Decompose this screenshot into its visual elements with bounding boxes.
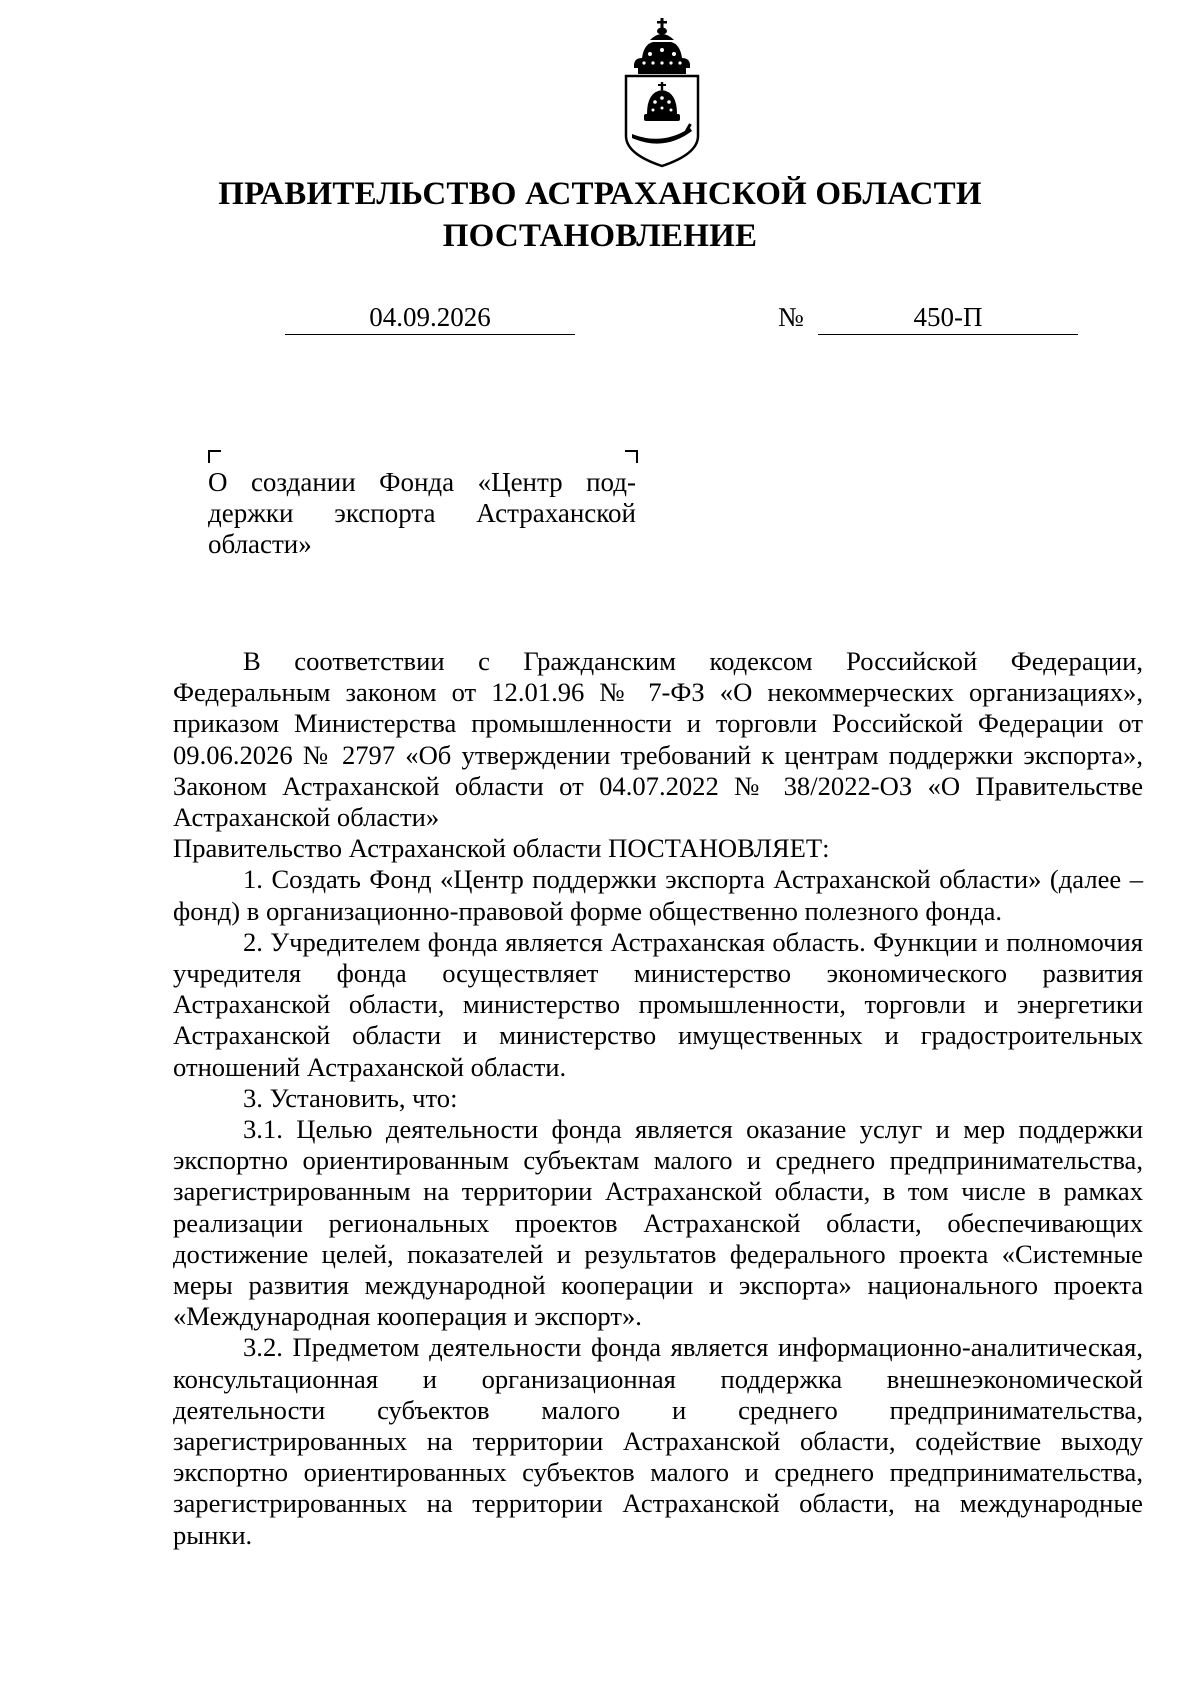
- document-date: 04.09.2026: [369, 302, 491, 332]
- org-title: ПРАВИТЕЛЬСТВО АСТРАХАНСКОЙ ОБЛАСТИ: [218, 176, 982, 212]
- document-body: [173, 646, 1143, 1551]
- subject-corner-left: [208, 450, 221, 463]
- clause-1: 1. Создать Фонд «Центр поддержки экспорта Астраханской области» (далее – фонд) в организационно-правовой форме общественно полезного фонда.: [173, 864, 1143, 926]
- number-sign: №: [778, 302, 804, 332]
- clause-3-2: 3.2. Предметом деятельности фонда является информационно-аналитическая, консультационная и организационная поддержка внешнеэкономической деятельности субъектов малого и среднего предпринимательства, зарегистрированных на территории Астраханской области, содействие выходу экспортно ориентированных субъектов малого и среднего предпринимательства, зарегистрированных на территории Астраханской области, на международные рынки.: [173, 1332, 1143, 1550]
- subject-corner-right: [625, 450, 638, 463]
- document-subject: О создании Фонда «Центр поддержки экспорта Астраханской области»: [208, 467, 636, 559]
- number-underline: [818, 334, 1078, 335]
- resolution-statement: Правительство Астраханской области ПОСТАНОВЛЯЕТ:: [173, 833, 830, 864]
- document-type: ПОСТАНОВЛЕНИЕ: [442, 218, 758, 254]
- clause-3-1: 3.1. Целью деятельности фонда является оказание услуг и мер поддержки экспортно ориентированным субъектам малого и среднего предпринимательства, зарегистрированным на территории Астраханской области, в том числе в рамках реализации региональных проектов Астраханской области, обеспечивающих достижение целей, показателей и результатов федерального проекта «Системные меры развития международной кооперации и экспорта» национального проекта «Международная кооперация и экспорт».: [173, 1114, 1143, 1332]
- coat-of-arms-icon: [620, 18, 704, 168]
- clause-2: 2. Учредителем фонда является Астраханская область. Функции и полномочия учредителя фонда осуществляет министерство экономического развития Астраханской области, министерство промышленности, торговли и энергетики Астраханской области и министерство имущественных и градостроительных отношений Астраханской области.: [173, 926, 1143, 1082]
- date-underline: [285, 334, 575, 335]
- preamble-paragraph: В соответствии с Гражданским кодексом Российской Федерации, Федеральным законом от 12.01.96 № 7-ФЗ «О некоммерческих организациях», приказом Министерства промышленности и торговли Российской Федерации от 09.06.2026 № 2797 «Об утверждении требований к центрам поддержки экспорта», Законом Астраханской области от 04.07.2022 № 38/2022-ОЗ «О Правительстве Астраханской области»: [173, 646, 1143, 833]
- clause-3: 3. Установить, что:: [243, 1082, 458, 1113]
- document-number: 450-П: [913, 302, 983, 332]
